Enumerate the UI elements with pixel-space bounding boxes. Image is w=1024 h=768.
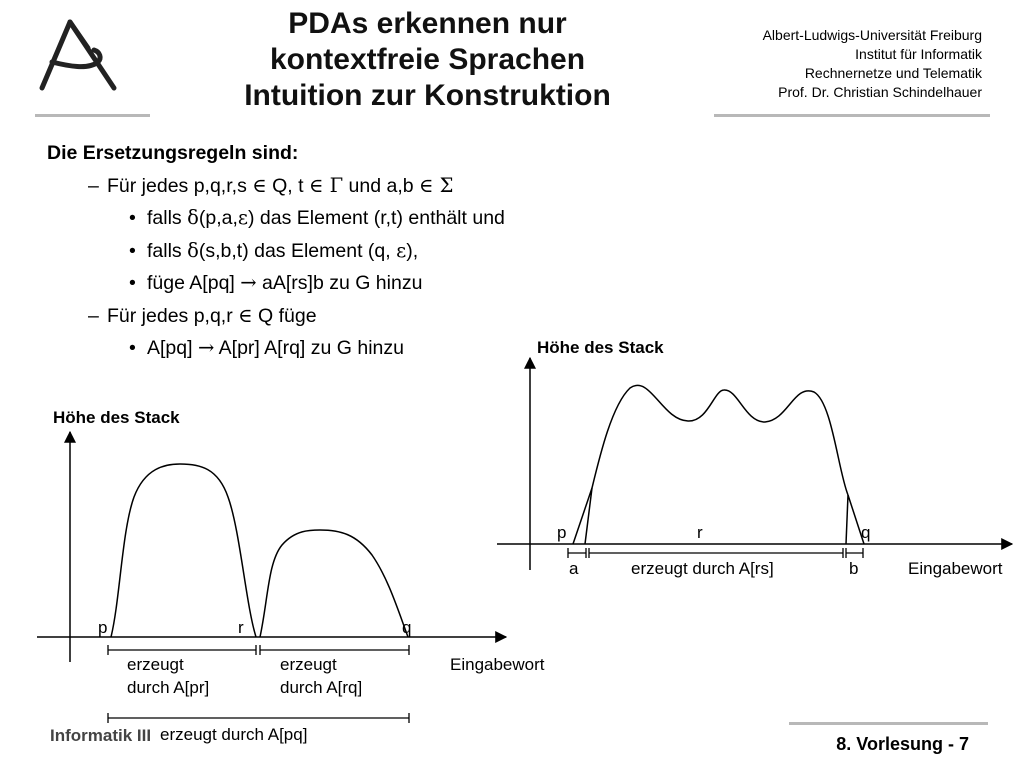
gamma-symbol: Γ (323, 173, 344, 197)
rules-heading: Die Ersetzungsregeln sind: (47, 142, 299, 164)
bullet1-pre: falls (147, 207, 188, 229)
bullet1-post: ) das Element (r,t) enthält und (248, 207, 505, 229)
bullet3-pre: füge A[pq] (147, 272, 241, 294)
sigma-symbol: Σ (433, 173, 454, 197)
arrow-symbol: → (197, 336, 215, 359)
delta-symbol: δ (187, 206, 199, 229)
left-span-pr-line2: durch A[pr] (127, 678, 210, 697)
title-line-1: PDAs erkennen nur (288, 7, 567, 40)
left-ylabel: Höhe des Stack (53, 408, 180, 427)
element-of-symbol: ∈ (308, 173, 324, 197)
epsilon-symbol: ε (237, 206, 248, 229)
bullet3-post: aA[rs]b zu G hinzu (256, 272, 423, 294)
dash1-and: und a,b (343, 174, 420, 197)
dash2-post: Q füge (252, 304, 317, 327)
right-span-middle-label: erzeugt durch A[rs] (631, 559, 774, 578)
institution-line-3: Rechnernetze und Telematik (804, 65, 982, 81)
title-line-3: Intuition zur Konstruktion (244, 79, 611, 112)
diagram-right (497, 338, 1012, 578)
left-span-rq-line1: erzeugt (280, 655, 337, 674)
right-span-b-label: b (849, 559, 859, 578)
left-span-rq-line2: durch A[rq] (280, 678, 363, 697)
footer-page-number: 8. Vorlesung - 7 (836, 734, 969, 754)
right-label-p: p (557, 523, 567, 542)
diagram-left (37, 408, 545, 744)
institution-line-1: Albert-Ludwigs-Universität Freiburg (762, 27, 982, 43)
left-stack-curve-2 (260, 530, 408, 637)
left-xlabel: Eingabewort (450, 655, 545, 674)
dash1-pre: Für jedes p,q,r,s (107, 174, 253, 197)
bullet2-post: ), (406, 239, 419, 262)
epsilon-symbol: ε (396, 238, 407, 262)
title-line-2: kontextfreie Sprachen (269, 43, 586, 76)
institution-line-2: Institut für Informatik (855, 46, 982, 62)
left-span-pr-line1: erzeugt (127, 655, 184, 674)
element-of-symbol: ∈ (238, 303, 253, 327)
arrow-symbol: → (240, 271, 257, 294)
footer-rule (789, 722, 988, 725)
left-stack-curve-1 (111, 464, 256, 637)
right-stack-curve (585, 385, 848, 544)
bullet1-args: (p,a, (198, 207, 238, 229)
footer-course: Informatik III (50, 726, 152, 745)
right-label-r: r (697, 523, 703, 542)
element-of-symbol: ∈ (419, 173, 434, 197)
left-label-r: r (238, 618, 244, 637)
right-label-q: q (861, 523, 871, 542)
element-of-symbol: ∈ (252, 173, 267, 197)
bullet4-pre: A[pq] (147, 337, 198, 359)
left-label-q: q (402, 618, 412, 637)
right-ylabel: Höhe des Stack (537, 338, 664, 357)
bullet2-args: (s,b,t) das Element (q, (198, 239, 397, 262)
dash1-mid: Q, t (266, 174, 309, 197)
left-span-pq-label: erzeugt durch A[pq] (160, 725, 308, 744)
delta-symbol: δ (187, 238, 199, 262)
dash2-pre: Für jedes p,q,r (107, 304, 239, 327)
bullet4-post: A[pr] A[rq] zu G hinzu (214, 337, 404, 359)
right-xlabel: Eingabewort (908, 559, 1003, 578)
right-span-a-label: a (569, 559, 579, 578)
right-pop-b-left (846, 495, 848, 544)
left-label-p: p (98, 618, 108, 637)
bullet2-pre: falls (147, 239, 188, 262)
institution-line-4: Prof. Dr. Christian Schindelhauer (778, 84, 982, 100)
